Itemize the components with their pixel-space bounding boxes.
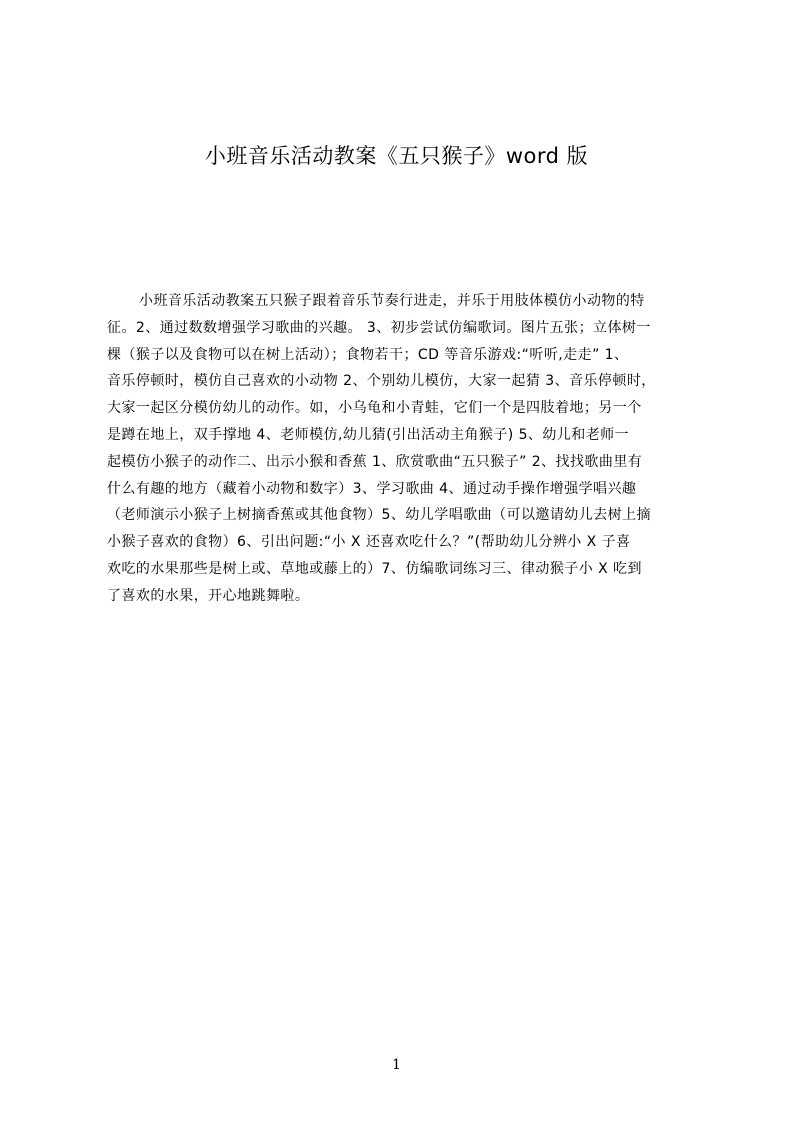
body-line-7: 起模仿小猴子的动作二、出示小猴和香蕉 1、欣赏歌曲“五只猴子” 2、找找歌曲里有 [107,453,643,470]
body-line-2: 征。2、通过数数增强学习歌曲的兴趣。 3、初步尝试仿编歌词。图片五张；立体树一 [107,319,651,336]
body-line-5: 大家一起区分模仿幼儿的动作。如，小乌龟和小青蛙，它们一个是四肢着地；另一个 [107,400,642,417]
document-title: 小班音乐活动教案《五只猴子》word 版 [204,144,589,168]
page-number: 1 [392,1057,401,1073]
body-line-1: 小班音乐活动教案五只猴子跟着音乐节奏行进走，并乐于用肢体模仿小动物的特 [139,293,645,309]
body-line-6: 是蹲在地上，双手撑地 4、老师模仿,幼儿猜(引出活动主角猴子) 5、幼儿和老师一 [107,426,630,443]
body-paragraph [107,288,697,610]
body-line-11: 欢吃的水果那些是树上或、草地或藤上的）7、仿编歌词练习三、律动猴子小 X 吃到 [107,560,642,577]
body-line-10: 小猴子喜欢的食物）6、引出问题:“小 X 还喜欢吃什么？”(帮助幼儿分辨小 X 子喜 [107,534,631,551]
body-line-12: 了喜欢的水果，开心地跳舞啦。 [107,587,310,604]
body-line-8: 什么有趣的地方（藏着小动物和数字）3、学习歌曲 4、通过动手操作增强学唱兴趣 [107,480,637,497]
body-line-4: 音乐停顿时，模仿自己喜欢的小动物 2、个别幼儿模仿，大家一起猜 3、音乐停顿时， [107,373,656,390]
body-line-9: （老师演示小猴子上树摘香蕉或其他食物）5、幼儿学唱歌曲（可以邀请幼儿去树上摘 [107,507,652,524]
body-line-3: 棵（猴子以及食物可以在树上活动）；食物若干；CD 等音乐游戏:“听听,走走” 1、 [107,346,629,363]
